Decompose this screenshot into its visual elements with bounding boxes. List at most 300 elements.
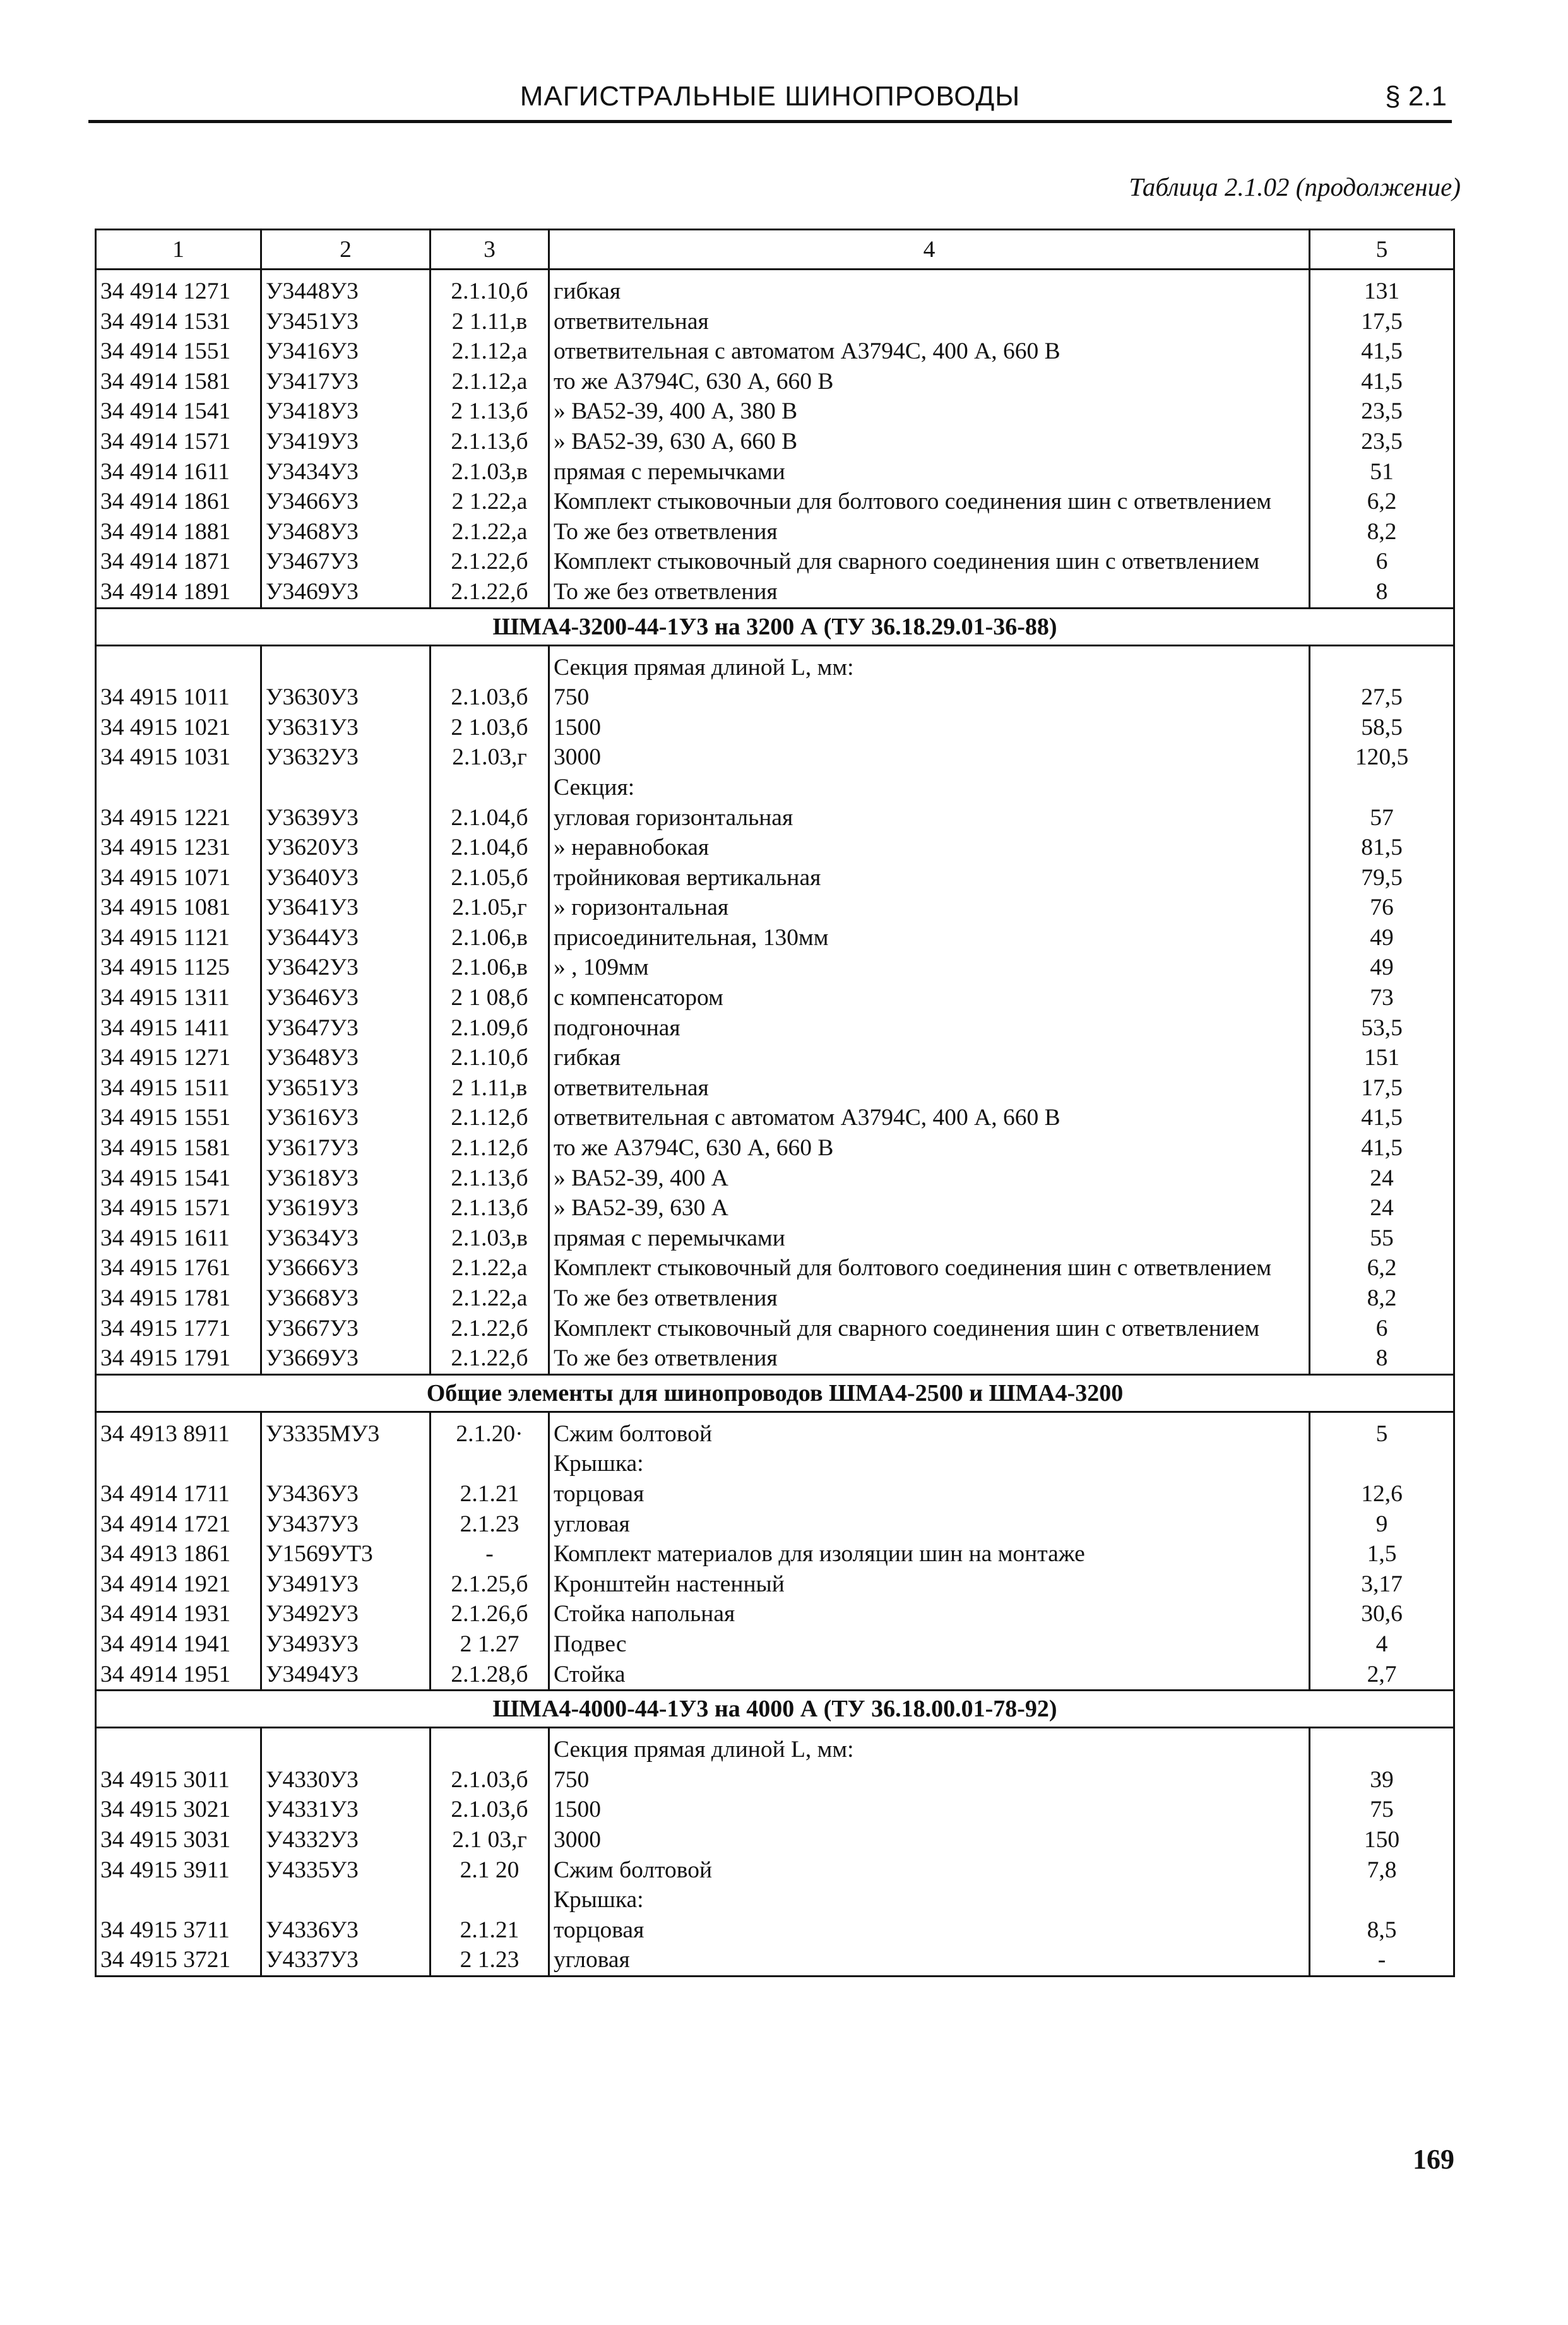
cell-ref: 2.1.22,а bbox=[431, 517, 549, 547]
cell-description: То же без ответвления bbox=[549, 1283, 1310, 1314]
cell-ref: 2.1.05,г bbox=[431, 893, 549, 923]
cell-description: 1500 bbox=[549, 713, 1310, 743]
cell-type: У3491У3 bbox=[261, 1569, 431, 1600]
table-row bbox=[96, 1728, 1454, 1765]
page-number: 169 bbox=[1413, 2144, 1454, 2175]
cell-ref: 2.1.28,б bbox=[431, 1660, 549, 1691]
cell-type: У4337У3 bbox=[261, 1945, 431, 1976]
table-row bbox=[96, 1825, 1454, 1855]
table-row bbox=[96, 1013, 1454, 1044]
cell-ref: 2 1 08,б bbox=[431, 983, 549, 1013]
cell-description: 750 bbox=[549, 1765, 1310, 1795]
cell-type: У3648У3 bbox=[261, 1043, 431, 1073]
cell-type bbox=[261, 1885, 431, 1915]
cell-ref: 2 1.11,в bbox=[431, 307, 549, 337]
cell-description: то же А3794С, 630 А, 660 В bbox=[549, 367, 1310, 397]
cell-description: подгоночная bbox=[549, 1013, 1310, 1044]
table-caption: Таблица 2.1.02 (продолжение) bbox=[1129, 172, 1461, 201]
table-row bbox=[96, 1073, 1454, 1103]
cell-ref bbox=[431, 1885, 549, 1915]
table-row bbox=[96, 1569, 1454, 1600]
cell-ref: 2.1 03,г bbox=[431, 1825, 549, 1855]
cell-type: У4332У3 bbox=[261, 1825, 431, 1855]
cell-type bbox=[261, 773, 431, 803]
cell-description: гибкая bbox=[549, 1043, 1310, 1073]
cell-ref: 2 1.23 bbox=[431, 1945, 549, 1976]
cell-type: У3667У3 bbox=[261, 1314, 431, 1344]
cell-type: У3437У3 bbox=[261, 1509, 431, 1540]
cell-code: 34 4915 1791 bbox=[96, 1343, 261, 1374]
cell-code: 34 4915 3031 bbox=[96, 1825, 261, 1855]
cell-code: 34 4915 3011 bbox=[96, 1765, 261, 1795]
cell-ref bbox=[431, 1728, 549, 1765]
cell-ref: 2.1.03,б bbox=[431, 1795, 549, 1825]
cell-ref: 2.1.12,б bbox=[431, 1133, 549, 1163]
cell-mass: 3,17 bbox=[1310, 1569, 1454, 1600]
cell-description: угловая bbox=[549, 1509, 1310, 1540]
cell-description: Крышка: bbox=[549, 1885, 1310, 1915]
table-row bbox=[96, 1539, 1454, 1569]
cell-code: 34 4914 1871 bbox=[96, 547, 261, 577]
cell-type: У3616У3 bbox=[261, 1103, 431, 1133]
table-row bbox=[96, 893, 1454, 923]
cell-mass: 23,5 bbox=[1310, 396, 1454, 427]
cell-description: Стойка bbox=[549, 1660, 1310, 1691]
cell-type: У3417У3 bbox=[261, 367, 431, 397]
cell-ref: 2.1.22,а bbox=[431, 1253, 549, 1283]
cell-type: У3631У3 bbox=[261, 713, 431, 743]
cell-mass: 49 bbox=[1310, 953, 1454, 983]
table-row bbox=[96, 457, 1454, 487]
table-row bbox=[96, 923, 1454, 953]
cell-type: У3617У3 bbox=[261, 1133, 431, 1163]
table-row bbox=[96, 487, 1454, 517]
cell-type: У3419У3 bbox=[261, 427, 431, 457]
cell-mass: 51 bbox=[1310, 457, 1454, 487]
cell-mass: 4 bbox=[1310, 1629, 1454, 1660]
cell-type bbox=[261, 645, 431, 682]
cell-description: тройниковая вертикальная bbox=[549, 863, 1310, 893]
cell-ref: 2.1.25,б bbox=[431, 1569, 549, 1600]
column-header-code: 1 bbox=[96, 230, 261, 270]
cell-description: то же А3794С, 630 А, 660 В bbox=[549, 1133, 1310, 1163]
column-header-ref: 3 bbox=[431, 230, 549, 270]
cell-code: 34 4915 1081 bbox=[96, 893, 261, 923]
cell-mass: - bbox=[1310, 1945, 1454, 1976]
cell-code: 34 4915 1581 bbox=[96, 1133, 261, 1163]
cell-type: У3469У3 bbox=[261, 577, 431, 608]
cell-description: Кронштейн настенный bbox=[549, 1569, 1310, 1600]
cell-code: 34 4915 1121 bbox=[96, 923, 261, 953]
cell-code: 34 4915 1551 bbox=[96, 1103, 261, 1133]
cell-type bbox=[261, 1449, 431, 1479]
cell-code: 34 4915 1231 bbox=[96, 833, 261, 863]
cell-ref: 2.1.10,б bbox=[431, 1043, 549, 1073]
cell-description: » ВА52-39, 400 А, 380 В bbox=[549, 396, 1310, 427]
cell-mass: 81,5 bbox=[1310, 833, 1454, 863]
table-header-row bbox=[96, 230, 1454, 270]
cell-ref: 2.1.22,а bbox=[431, 1283, 549, 1314]
cell-description: Комплект стыковочный для сварного соединения шин с ответвлением bbox=[549, 1314, 1310, 1344]
cell-description: Комплект стыковочный для болтового соединения шин с ответвлением bbox=[549, 1253, 1310, 1283]
table-row bbox=[96, 983, 1454, 1013]
cell-mass: 7,8 bbox=[1310, 1855, 1454, 1886]
cell-code: 34 4915 1611 bbox=[96, 1223, 261, 1254]
cell-description: Секция прямая длиной L, мм: bbox=[549, 1728, 1310, 1765]
cell-ref: 2.1.12,а bbox=[431, 336, 549, 367]
table-row bbox=[96, 1283, 1454, 1314]
cell-code: 34 4915 1311 bbox=[96, 983, 261, 1013]
cell-description: » ВА52-39, 400 А bbox=[549, 1163, 1310, 1194]
cell-mass: 120,5 bbox=[1310, 742, 1454, 773]
cell-mass: 17,5 bbox=[1310, 1073, 1454, 1103]
cell-mass bbox=[1310, 1728, 1454, 1765]
cell-description: Стойка напольная bbox=[549, 1599, 1310, 1629]
table-row bbox=[96, 863, 1454, 893]
section-title: ШМА4-3200-44-1У3 на 3200 А (ТУ 36.18.29.01-36-88) bbox=[96, 608, 1454, 645]
cell-mass: 5 bbox=[1310, 1412, 1454, 1449]
cell-mass: 12,6 bbox=[1310, 1479, 1454, 1509]
table-row bbox=[96, 1343, 1454, 1374]
table-row bbox=[96, 270, 1454, 307]
cell-mass bbox=[1310, 645, 1454, 682]
cell-mass: 55 bbox=[1310, 1223, 1454, 1254]
cell-description: Подвес bbox=[549, 1629, 1310, 1660]
table-row bbox=[96, 1163, 1454, 1194]
cell-mass: 9 bbox=[1310, 1509, 1454, 1540]
cell-code: 34 4915 1571 bbox=[96, 1193, 261, 1223]
section-title: ШМА4-4000-44-1У3 на 4000 А (ТУ 36.18.00.01-78-92) bbox=[96, 1691, 1454, 1728]
cell-ref: 2.1.22,б bbox=[431, 1314, 549, 1344]
cell-ref: 2.1.22,б bbox=[431, 577, 549, 608]
cell-mass: 79,5 bbox=[1310, 863, 1454, 893]
table-row bbox=[96, 1133, 1454, 1163]
table-row bbox=[96, 1915, 1454, 1946]
cell-code: 34 4914 1551 bbox=[96, 336, 261, 367]
cell-mass: 57 bbox=[1310, 803, 1454, 833]
cell-mass: 23,5 bbox=[1310, 427, 1454, 457]
table-row bbox=[96, 1629, 1454, 1660]
column-header-mass: 5 bbox=[1310, 230, 1454, 270]
cell-code: 34 4915 3021 bbox=[96, 1795, 261, 1825]
cell-ref: 2 1.03,б bbox=[431, 713, 549, 743]
cell-code: 34 4915 1021 bbox=[96, 713, 261, 743]
cell-description: » горизонтальная bbox=[549, 893, 1310, 923]
cell-mass: 41,5 bbox=[1310, 1103, 1454, 1133]
cell-description: торцовая bbox=[549, 1915, 1310, 1946]
cell-code: 34 4915 1221 bbox=[96, 803, 261, 833]
cell-type: У3434У3 bbox=[261, 457, 431, 487]
cell-ref bbox=[431, 645, 549, 682]
cell-description: ответвительная bbox=[549, 307, 1310, 337]
cell-code: 34 4915 3911 bbox=[96, 1855, 261, 1886]
table-row bbox=[96, 645, 1454, 682]
cell-type: У3646У3 bbox=[261, 983, 431, 1013]
cell-code: 34 4915 1771 bbox=[96, 1314, 261, 1344]
cell-description: угловая bbox=[549, 1945, 1310, 1976]
cell-type: У3493У3 bbox=[261, 1629, 431, 1660]
table-row bbox=[96, 396, 1454, 427]
cell-code: 34 4913 8911 bbox=[96, 1412, 261, 1449]
cell-type: У3620У3 bbox=[261, 833, 431, 863]
cell-description: ответвительная с автоматом А3794С, 400 А, 660 В bbox=[549, 336, 1310, 367]
table-row bbox=[96, 1449, 1454, 1479]
cell-code: 34 4915 1125 bbox=[96, 953, 261, 983]
cell-description: 3000 bbox=[549, 742, 1310, 773]
section-header-row bbox=[96, 1374, 1454, 1412]
cell-mass: 24 bbox=[1310, 1163, 1454, 1194]
table-row bbox=[96, 307, 1454, 337]
cell-type: У1569УТ3 bbox=[261, 1539, 431, 1569]
cell-code: 34 4914 1271 bbox=[96, 270, 261, 307]
cell-type: У3335МУ3 bbox=[261, 1412, 431, 1449]
cell-type: У3448У3 bbox=[261, 270, 431, 307]
cell-code: 34 4915 1031 bbox=[96, 742, 261, 773]
cell-type: У3436У3 bbox=[261, 1479, 431, 1509]
cell-ref: 2.1.13,б bbox=[431, 1193, 549, 1223]
cell-ref bbox=[431, 773, 549, 803]
table-row bbox=[96, 1765, 1454, 1795]
cell-type: У3451У3 bbox=[261, 307, 431, 337]
cell-ref: 2.1.03,б bbox=[431, 682, 549, 713]
table-row bbox=[96, 1945, 1454, 1976]
cell-description: 1500 bbox=[549, 1795, 1310, 1825]
cell-code: 34 4914 1531 bbox=[96, 307, 261, 337]
cell-type: У4335У3 bbox=[261, 1855, 431, 1886]
cell-mass: 53,5 bbox=[1310, 1013, 1454, 1044]
table-row bbox=[96, 1509, 1454, 1540]
cell-mass: 41,5 bbox=[1310, 336, 1454, 367]
cell-ref bbox=[431, 1449, 549, 1479]
table-row bbox=[96, 547, 1454, 577]
cell-ref: 2.1.13,б bbox=[431, 427, 549, 457]
cell-code: 34 4914 1541 bbox=[96, 396, 261, 427]
cell-type: У4331У3 bbox=[261, 1795, 431, 1825]
cell-ref: 2.1.03,в bbox=[431, 457, 549, 487]
cell-type: У3466У3 bbox=[261, 487, 431, 517]
cell-mass: 8,5 bbox=[1310, 1915, 1454, 1946]
cell-mass: 131 bbox=[1310, 270, 1454, 307]
table-row bbox=[96, 517, 1454, 547]
cell-code bbox=[96, 1449, 261, 1479]
section-header-row bbox=[96, 1691, 1454, 1728]
cell-description: Комплект материалов для изоляции шин на монтаже bbox=[549, 1539, 1310, 1569]
table-row bbox=[96, 1855, 1454, 1886]
cell-type: У3468У3 bbox=[261, 517, 431, 547]
cell-code: 34 4915 3711 bbox=[96, 1915, 261, 1946]
cell-ref: 2.1.23 bbox=[431, 1509, 549, 1540]
table-row bbox=[96, 803, 1454, 833]
cell-code: 34 4914 1891 bbox=[96, 577, 261, 608]
table-body bbox=[96, 270, 1454, 1977]
cell-type: У3634У3 bbox=[261, 1223, 431, 1254]
cell-description: » , 109мм bbox=[549, 953, 1310, 983]
cell-description: ответвительная bbox=[549, 1073, 1310, 1103]
cell-mass: 75 bbox=[1310, 1795, 1454, 1825]
cell-ref: 2.1.22,б bbox=[431, 1343, 549, 1374]
cell-ref: 2.1.06,в bbox=[431, 923, 549, 953]
cell-ref: 2.1.13,б bbox=[431, 1163, 549, 1194]
cell-mass: 151 bbox=[1310, 1043, 1454, 1073]
cell-ref: 2.1.22,б bbox=[431, 547, 549, 577]
cell-type: У4336У3 bbox=[261, 1915, 431, 1946]
cell-description: 3000 bbox=[549, 1825, 1310, 1855]
cell-code bbox=[96, 645, 261, 682]
table-row bbox=[96, 833, 1454, 863]
cell-type: У3630У3 bbox=[261, 682, 431, 713]
cell-ref: 2.1 20 bbox=[431, 1855, 549, 1886]
cell-ref: 2.1.21 bbox=[431, 1915, 549, 1946]
cell-description: 750 bbox=[549, 682, 1310, 713]
cell-type: У3416У3 bbox=[261, 336, 431, 367]
cell-code: 34 4914 1721 bbox=[96, 1509, 261, 1540]
cell-type: У3467У3 bbox=[261, 547, 431, 577]
cell-description: торцовая bbox=[549, 1479, 1310, 1509]
cell-mass: 6,2 bbox=[1310, 1253, 1454, 1283]
cell-description: То же без ответвления bbox=[549, 577, 1310, 608]
cell-type: У3492У3 bbox=[261, 1599, 431, 1629]
table-row bbox=[96, 367, 1454, 397]
cell-description: Сжим болтовой bbox=[549, 1855, 1310, 1886]
cell-type: У3418У3 bbox=[261, 396, 431, 427]
cell-description: прямая с перемычками bbox=[549, 1223, 1310, 1254]
cell-description: прямая с перемычками bbox=[549, 457, 1310, 487]
table-row bbox=[96, 713, 1454, 743]
cell-mass: 27,5 bbox=[1310, 682, 1454, 713]
cell-mass bbox=[1310, 1449, 1454, 1479]
cell-code bbox=[96, 1728, 261, 1765]
table-row bbox=[96, 1599, 1454, 1629]
cell-code: 34 4914 1941 bbox=[96, 1629, 261, 1660]
cell-mass: 39 bbox=[1310, 1765, 1454, 1795]
cell-ref: 2.1.06,в bbox=[431, 953, 549, 983]
table-row bbox=[96, 742, 1454, 773]
column-header-description: 4 bbox=[549, 230, 1310, 270]
cell-ref: 2 1.11,в bbox=[431, 1073, 549, 1103]
cell-code: 34 4914 1881 bbox=[96, 517, 261, 547]
column-header-type: 2 bbox=[261, 230, 431, 270]
table-row bbox=[96, 1314, 1454, 1344]
cell-mass: 41,5 bbox=[1310, 367, 1454, 397]
table-row bbox=[96, 1660, 1454, 1691]
section-title: Общие элементы для шинопроводов ШМА4-2500 и ШМА4-3200 bbox=[96, 1374, 1454, 1412]
table-row bbox=[96, 577, 1454, 608]
table-row bbox=[96, 1479, 1454, 1509]
cell-mass bbox=[1310, 1885, 1454, 1915]
cell-type: У3642У3 bbox=[261, 953, 431, 983]
cell-description: гибкая bbox=[549, 270, 1310, 307]
cell-code: 34 4914 1921 bbox=[96, 1569, 261, 1600]
cell-description: » ВА52-39, 630 А, 660 В bbox=[549, 427, 1310, 457]
cell-description: То же без ответвления bbox=[549, 517, 1310, 547]
cell-ref: 2.1.09,б bbox=[431, 1013, 549, 1044]
cell-ref: 2 1.13,б bbox=[431, 396, 549, 427]
cell-mass: 8,2 bbox=[1310, 517, 1454, 547]
cell-type: У3647У3 bbox=[261, 1013, 431, 1044]
cell-mass: 76 bbox=[1310, 893, 1454, 923]
cell-code: 34 4915 1781 bbox=[96, 1283, 261, 1314]
cell-description: Сжим болтовой bbox=[549, 1412, 1310, 1449]
table-row bbox=[96, 1103, 1454, 1133]
cell-type: У3669У3 bbox=[261, 1343, 431, 1374]
cell-type: У3641У3 bbox=[261, 893, 431, 923]
cell-ref: 2.1.03,б bbox=[431, 1765, 549, 1795]
cell-description: с компенсатором bbox=[549, 983, 1310, 1013]
cell-code: 34 4914 1951 bbox=[96, 1660, 261, 1691]
cell-mass: 41,5 bbox=[1310, 1133, 1454, 1163]
cell-mass: 6 bbox=[1310, 547, 1454, 577]
cell-description: Комплект стыковочныи для болтового соединения шин с ответвлением bbox=[549, 487, 1310, 517]
cell-mass: 6 bbox=[1310, 1314, 1454, 1344]
cell-mass: 8 bbox=[1310, 577, 1454, 608]
cell-code: 34 4913 1861 bbox=[96, 1539, 261, 1569]
cell-type: У3494У3 bbox=[261, 1660, 431, 1691]
cell-mass: 150 bbox=[1310, 1825, 1454, 1855]
cell-mass: 24 bbox=[1310, 1193, 1454, 1223]
cell-ref: 2.1.26,б bbox=[431, 1599, 549, 1629]
cell-code: 34 4915 1271 bbox=[96, 1043, 261, 1073]
cell-type: У3640У3 bbox=[261, 863, 431, 893]
cell-type: У3666У3 bbox=[261, 1253, 431, 1283]
cell-type: У3632У3 bbox=[261, 742, 431, 773]
cell-ref: 2.1.05,б bbox=[431, 863, 549, 893]
table-row bbox=[96, 336, 1454, 367]
table-row bbox=[96, 1412, 1454, 1449]
running-header bbox=[88, 69, 1452, 123]
cell-code: 34 4915 3721 bbox=[96, 1945, 261, 1976]
cell-mass bbox=[1310, 773, 1454, 803]
cell-description: Секция: bbox=[549, 773, 1310, 803]
table-row bbox=[96, 773, 1454, 803]
cell-type: У3668У3 bbox=[261, 1283, 431, 1314]
section-mark: § 2.1 bbox=[1385, 81, 1447, 112]
cell-mass: 17,5 bbox=[1310, 307, 1454, 337]
cell-mass: 8 bbox=[1310, 1343, 1454, 1374]
cell-code bbox=[96, 773, 261, 803]
cell-code: 34 4914 1571 bbox=[96, 427, 261, 457]
cell-code: 34 4915 1071 bbox=[96, 863, 261, 893]
cell-description: Крышка: bbox=[549, 1449, 1310, 1479]
cell-mass: 6,2 bbox=[1310, 487, 1454, 517]
cell-description: То же без ответвления bbox=[549, 1343, 1310, 1374]
cell-code: 34 4914 1611 bbox=[96, 457, 261, 487]
cell-code: 34 4915 1011 bbox=[96, 682, 261, 713]
cell-mass: 1,5 bbox=[1310, 1539, 1454, 1569]
cell-ref: 2.1.04,б bbox=[431, 833, 549, 863]
cell-type: У3639У3 bbox=[261, 803, 431, 833]
cell-type: У3619У3 bbox=[261, 1193, 431, 1223]
cell-code: 34 4915 1511 bbox=[96, 1073, 261, 1103]
cell-mass: 30,6 bbox=[1310, 1599, 1454, 1629]
table-row bbox=[96, 953, 1454, 983]
cell-ref: 2 1.22,а bbox=[431, 487, 549, 517]
cell-mass: 8,2 bbox=[1310, 1283, 1454, 1314]
cell-code: 34 4915 1411 bbox=[96, 1013, 261, 1044]
cell-code: 34 4915 1761 bbox=[96, 1253, 261, 1283]
cell-mass: 58,5 bbox=[1310, 713, 1454, 743]
cell-description: Комплект стыковочный для сварного соединения шин с ответвлением bbox=[549, 547, 1310, 577]
cell-type: У3644У3 bbox=[261, 923, 431, 953]
cell-mass: 2,7 bbox=[1310, 1660, 1454, 1691]
section-header-row bbox=[96, 608, 1454, 645]
cell-type: У3618У3 bbox=[261, 1163, 431, 1194]
table-row bbox=[96, 1885, 1454, 1915]
cell-description: ответвительная с автоматом А3794С, 400 А, 660 В bbox=[549, 1103, 1310, 1133]
cell-ref: 2.1.04,б bbox=[431, 803, 549, 833]
cell-code: 34 4915 1541 bbox=[96, 1163, 261, 1194]
cell-code: 34 4914 1581 bbox=[96, 367, 261, 397]
cell-description: » ВА52-39, 630 А bbox=[549, 1193, 1310, 1223]
